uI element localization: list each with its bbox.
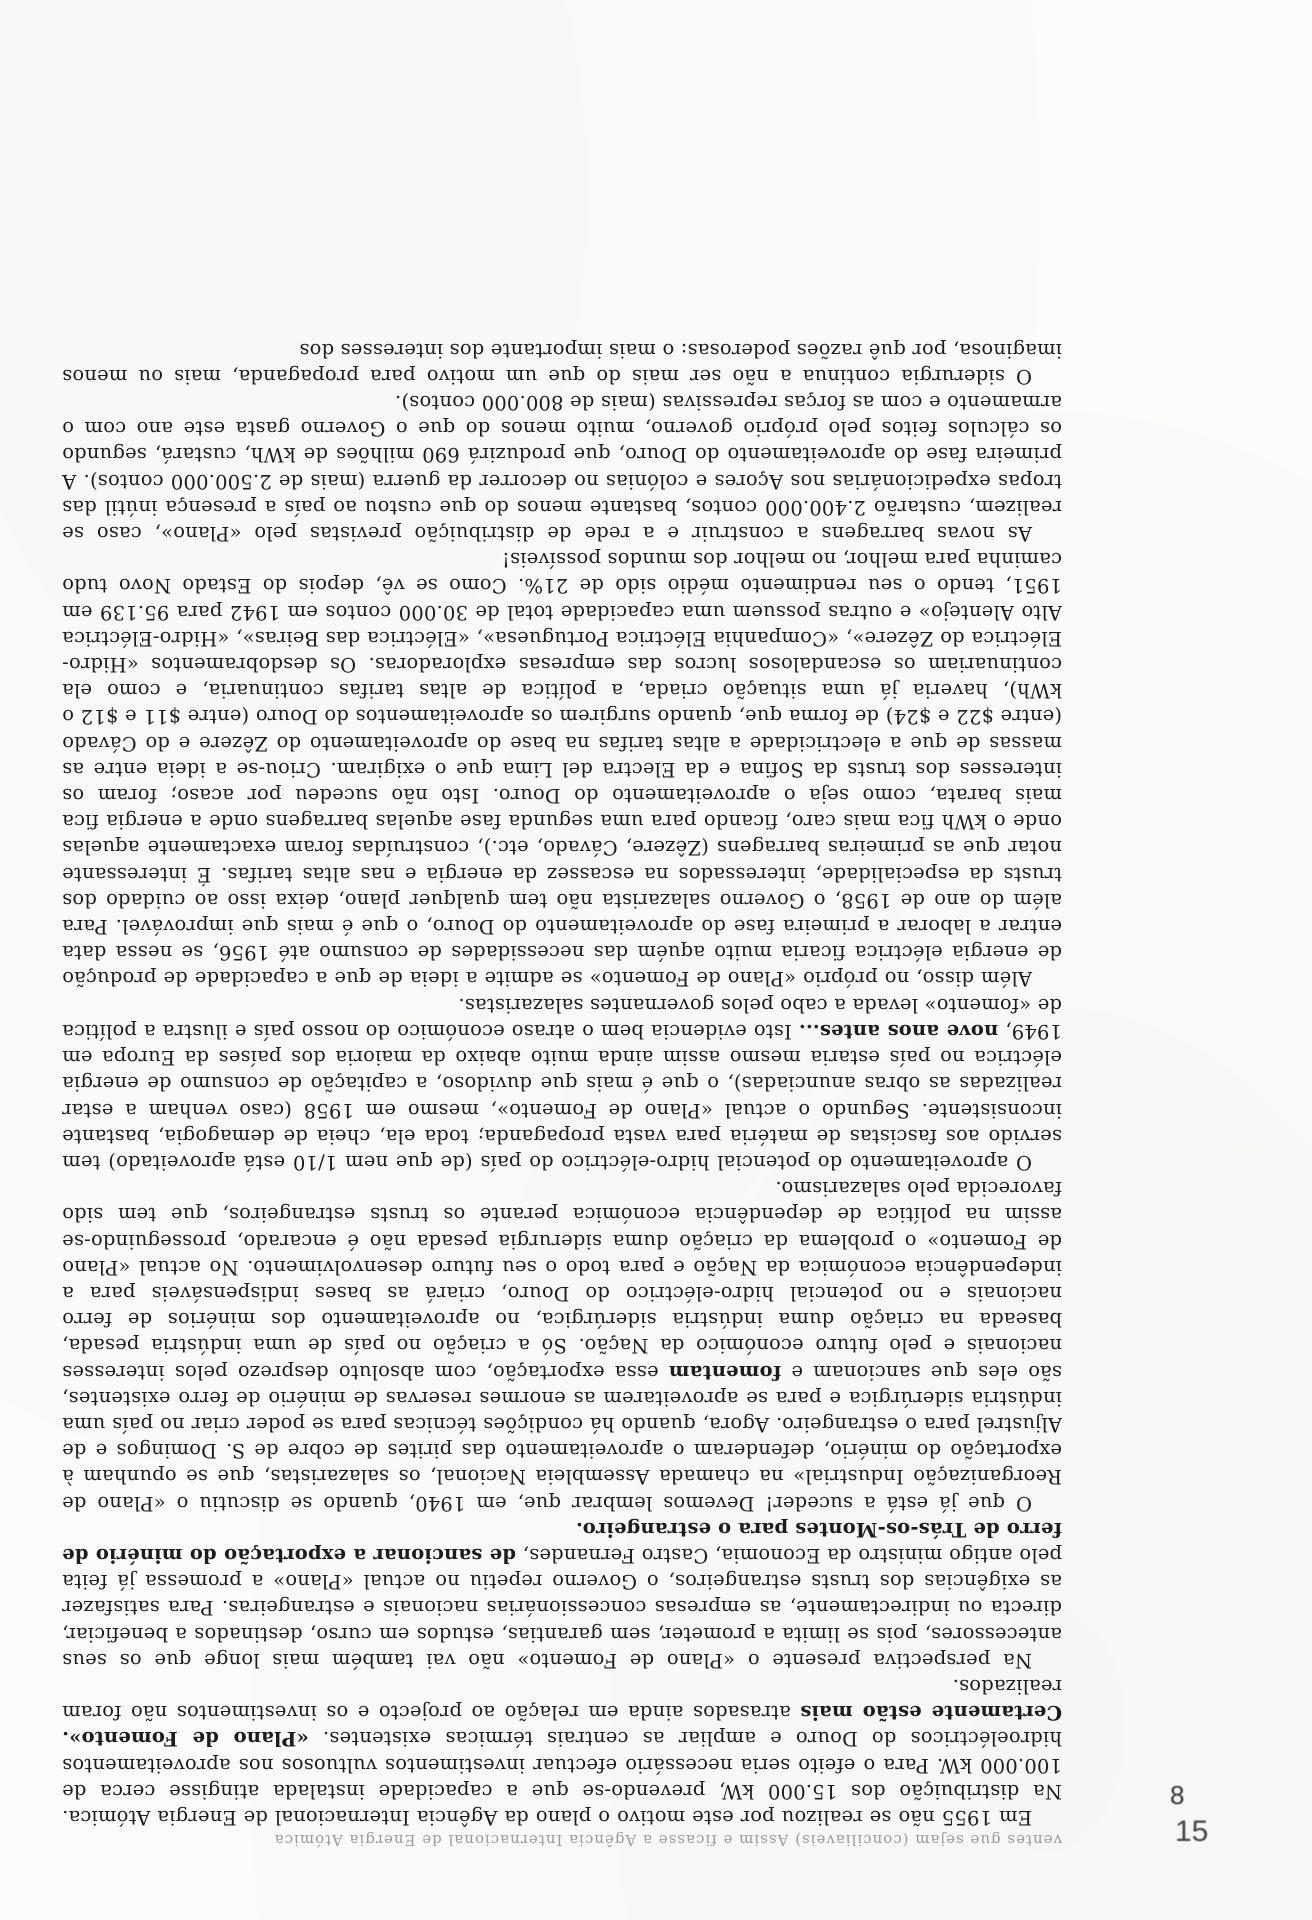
page-number: 8 (1170, 1780, 1185, 1810)
bold-emphasis: nove anos antes... (798, 1019, 999, 1043)
bold-emphasis: fomentam (668, 1360, 782, 1384)
paragraph-6: As novas barragens a construir e a rede de distribuição previstas pelo «Plano», caso se realizem, custarão 2.400.000 contos, bastante menos do que custou ao país a presença inútil das tropas expedicionárias nos Açores e colónias no decorrer da guerra (mais de 2.500.000 contos). A primeira fase do aproveitamento do Douro, que produzirá 690 milhões de kWh, custará, segundo os cálculos feitos pelo próprio governo, muito menos do que o Governo gasta este ano com o armamento e com as forças repressivas (mais de 800.000 contos). (62, 391, 1062, 546)
paragraph-3: O que já está a suceder! Devemos lembrar que, em 1940, quando se discutiu o «Plano de Reorganização Industrial» na chamada Assembleia Nacional, os salazaristas, que se opunham à exportação do minério, defenderam o aproveitamento das pirites de cobre de S. Domingos e de Aljustrel para o estrangeiro. Agora, quando há condições técnicas para se poder criar no país uma indústria siderúrgica e para se aproveitarem as enormes reservas de minério de ferro existentes, são eles que sancionam e fomentam essa exportação, com absoluto desprezo pelos interesses nacionais e pelo futuro económico da Nação. Só a criação no país de uma indústria pesada, baseada na criação duma indústria siderúrgica, no aproveitamento dos minérios de ferro nacionais e no potencial hidro-eléctrico do Douro, criará as bases indispensáveis para a independência económica da Nação e para todo o seu futuro desenvolvimento. No actual «Plano de Fomento» o problema da criação duma siderurgia pesada não é encarado, prosseguindo-se assim na política de dependência económica perante os trusts estrangeiros, que tem sido favorecida pelo salazarismo. (62, 1177, 1062, 1515)
top-fragment: ventes gue sejam (conciliaveis) Assim e ficasse a Agência Internacional de Energia Atómica (273, 1831, 1062, 1849)
paragraph-5: Além disso, no próprio «Plano de Fomento» se admite a ideia de que a capacidade de produção de energia eléctrica ficaria muito aquém das necessidades de consumo até 1956, se nessa data entrar a laborar a primeira fase do aproveitamento do Douro, o que é mais que improvável. Para além do ano de 1958, o Governo salazarista não tem qualquer plano, deixa isso ao cuidado dos trusts da especialidade, interessados na escassez da energia e nas altas tarifas. É interessante notar que as primeiras barragens (Zêzere, Cávado, etc.), construídas foram exactamente aquelas onde o kWh fica mais caro, ficando para uma segunda fase aquelas barragens onde a energia fica mais barata, como seja o aproveitamento do Douro. Isto não sucedeu por acaso; foram os interesses dos trusts da Sofina e da Electra del Lima que o exigiram. Criou-se a ideia entre as massas de que a electricidade a altas tarifas na base do aproveitamento do Zêzere e do Cávado (entre $22 e $24) de forma que, quando surgirem os aproveitamentos do Douro (entre $11 e $12 o kWh), haveria já uma situação criada, a política de altas tarifas continuaria, e como ela continuariam os escandalosos lucros das empresas exploradoras. Os desdobramentos «Hidro-Eléctrica do Zêzere», «Companhia Eléctrica Portuguesa», «Eléctrica das Beiras», «Hidro-Eléctrica Alto Alentejo» e outras possuem uma capacidade total de 30.000 contos em 1942 para 95.139 em 1951, tendo o seu rendimento médio sido de 21%. Como se vê, depois do Estado Novo tudo caminha para melhor, no melhor dos mundos possíveis! (62, 548, 1062, 991)
paragraph-4: O aproveitamento do potencial hidro-eléctrico do país (de que nem 1/10 está aproveitado) tem servido aos fascistas de matéria para vasta propaganda; toda ela, cheia de demagogia, bastante inconsistente. Segundo o actual «Plano de Fomento», mesmo em 1958 (caso venham a estar realizadas as obras anunciadas), o que é mais que duvidoso, a capitação de consumo de energia eléctrica no país estaria mesmo assim ainda muito abaixo da maioria dos países da Europa em 1949, nove anos antes... Isto evidencia bem o atraso económico do nosso país e ilustra a política de «fomento» levada a cabo pelos governantes salazaristas. (62, 993, 1062, 1174)
document-body (62, 180, 1062, 1850)
bold-emphasis: «Plano de Fomento». Certamente estão mais (62, 1701, 1062, 1751)
bold-emphasis: de sancionar a exportação do minério de ferro de Trás-os-Montes para o estrangeiro. (62, 1517, 1062, 1567)
paragraph-7: O siderurgia continua a não ser mais do que um motivo para propaganda, mais ou menos imaginosa, por quê razões poderosas: o mais importante dos interesses dos (62, 338, 1062, 388)
paragraph-2: Na perspectiva presente o «Plano de Fomento» não vai também mais longe que os seus antecessores, pois se limita a prometer, sem garantias, estudos em curso, destinados a beneficiar, directa ou indirectamente, as empresas concessionárias nacionais e estrangeiras. Para satisfazer as exigências dos trusts estrangeiros, o Governo repetiu no actual «Plano» a promessa já feita pelo antigo ministro da Economia, Castro Fernandes, de sancionar a exportação do minério de ferro de Trás-os-Montes para o estrangeiro. (62, 1517, 1062, 1672)
paragraph-1: Em 1955 não se realizou por este motivo o plano da Agência Internacional de Energia Atómica. Na distribuição dos 15.000 kW, prevendo-se que a capacidade instalada atingisse cerca de 100.000 kW. Para o efeito seria necessário efectuar investimentos vultuosos nos aproveitamentos hidroeléctricos do Douro e ampliar as centrais térmicas existentes. «Plano de Fomento». Certamente estão mais atrasados ainda em relação ao projecto e os investimentos não foram realizados. (62, 1674, 1062, 1829)
handwritten-mark: 15 (1175, 1815, 1209, 1848)
